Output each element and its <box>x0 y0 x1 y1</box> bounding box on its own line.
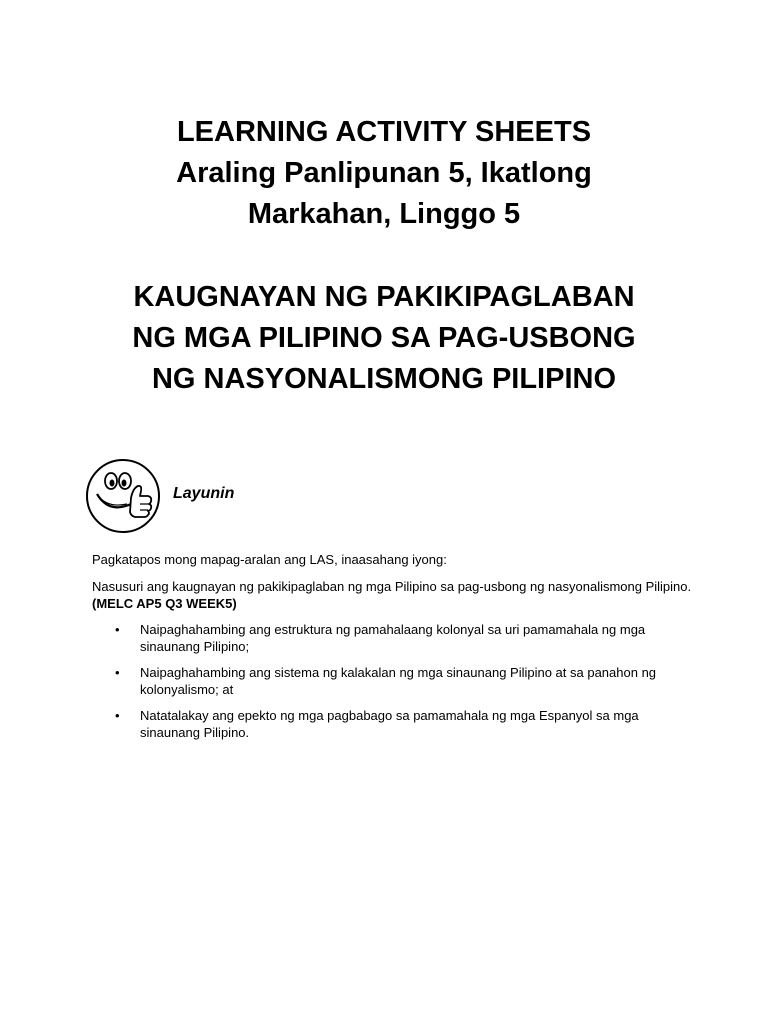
intro-text: Pagkatapos mong mapag-aralan ang LAS, inaasahang iyong: <box>92 552 447 567</box>
topic-line: KAUGNAYAN NG PAKIKIPAGLABAN <box>133 281 635 313</box>
lesson-topic-heading <box>0 277 768 400</box>
list-item <box>92 621 682 655</box>
topic-line: NG NASYONALISMONG PILIPINO <box>151 363 617 395</box>
objective-description: Nasusuri ang kaugnayan ng pakikipaglaban ng mga Pilipino sa pag-usbong ng nasyonalismong Pilipino. <box>92 579 692 594</box>
bullet-icon: • <box>115 665 120 680</box>
title-line: Markahan, Linggo 5 <box>247 198 521 230</box>
objectives-list <box>92 621 682 750</box>
topic-line: NG MGA PILIPINO SA PAG-USBONG <box>132 322 636 354</box>
list-item <box>92 664 682 698</box>
title-line: LEARNING ACTIVITY SHEETS <box>176 116 592 148</box>
title-line: Araling Panlipunan 5, Ikatlong <box>176 157 592 189</box>
thumbs-up-smiley-icon <box>85 458 161 534</box>
bullet-icon: • <box>115 622 120 637</box>
list-item-text: Natatalakay ang epekto ng mga pagbabago sa pamamahala ng mga Espanyol sa mga sinaunang Pilipino. <box>140 708 639 740</box>
melc-code: (MELC AP5 Q3 WEEK5) <box>92 596 237 611</box>
document-title <box>0 112 768 235</box>
section-label: Layunin <box>173 485 235 502</box>
list-item-text: Naipaghahambing ang estruktura ng pamahalaang kolonyal sa uri pamamahala ng mga sinaunang Pilipino; <box>140 622 646 654</box>
list-item <box>92 707 682 741</box>
bullet-icon: • <box>115 708 120 723</box>
objective-text <box>92 578 692 612</box>
list-item-text: Naipaghahambing ang sistema ng kalakalan ng mga sinaunang Pilipino at sa panahon ng kolonyalismo; at <box>140 665 657 697</box>
